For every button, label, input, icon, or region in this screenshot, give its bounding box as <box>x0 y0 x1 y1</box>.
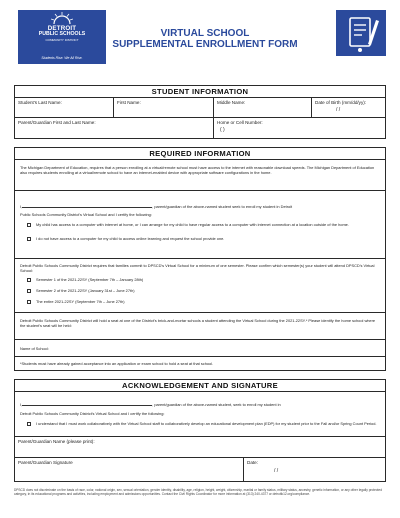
student-name-row <box>15 98 385 118</box>
date-of-birth-label: Date of Birth (mm/dd/yy): <box>315 100 367 105</box>
acknowledgement-heading: ACKNOWLEDGEMENT AND SIGNATURE <box>15 380 385 392</box>
required-information-section <box>14 147 386 371</box>
semester-option-1-checkbox[interactable] <box>27 278 31 282</box>
district-logo <box>18 10 106 64</box>
student-last-name-label: Student's Last Name: <box>18 100 62 105</box>
ack-certify-line-2: Detroit Public Schools Community District's Virtual School and I certify the following: <box>20 411 165 416</box>
signature-date-field[interactable] <box>243 458 385 481</box>
ack-certify-line <box>20 402 380 407</box>
device-access-block <box>15 191 385 259</box>
phone-area-code-parens: ( ) <box>220 127 225 133</box>
signature-field[interactable] <box>15 458 243 481</box>
phone-number-label: Home or Cell Number: <box>217 120 263 125</box>
internet-requirement-block <box>15 160 385 191</box>
seat-hold-text: Detroit Public Schools Community District will hold a seat at one of the District's brick-and-mortar schools a student attending the Virtual School during the 2021-22SY.* Please identify the home school where the student's seat will be held: <box>20 318 376 328</box>
seat-note-text: *Students must have already gained acceptance into an application or exam school to hold a seat at that school. <box>20 361 214 366</box>
ack-certify-prefix: I, <box>20 402 23 407</box>
first-name-label: First Name: <box>117 100 141 105</box>
seat-hold-block <box>15 313 385 340</box>
student-information-heading: STUDENT INFORMATION <box>15 86 385 98</box>
guardian-name-field[interactable] <box>15 118 213 138</box>
semester-option-2 <box>27 288 377 293</box>
student-information-section <box>14 85 386 139</box>
semester-option-1-label: Semester 1 of the 2021-22SY (September 7th – January 28th) <box>36 277 144 282</box>
ack-statement <box>27 421 377 426</box>
device-option-1 <box>27 222 377 227</box>
logo-tagline: Students Rise. We All Rise. <box>41 56 83 60</box>
ack-statement-label: I understand that I must work collaboratively with the Virtual School staff to collaboratively develop an educational development plan (EDP) for my student prior to the Fall and/or Spring Count Period. <box>36 421 377 426</box>
guardian-name-label: Parent/Guardian First and Last Name: <box>18 120 96 125</box>
ack-certify-suffix: , parent/guardian of the above-named student, seek to enroll my student in <box>152 402 281 407</box>
seat-note-block <box>15 357 385 370</box>
student-last-name-field[interactable] <box>15 98 113 117</box>
logo-text-public-schools: PUBLIC SCHOOLS <box>38 31 86 37</box>
middle-name-label: Middle Name: <box>217 100 246 105</box>
acknowledgement-certify-block <box>15 392 385 437</box>
non-discrimination-footer: DPSCD does not discriminate on the basis of race, color, national origin, sex, sexual orientation, gender identity, disability, age, religion, height, weight, citizenship, marital or family status, military status, ancestry, genetic information, or any other legally protected category, in its educational programs and activities, including employment and admissions opportunities. Contact the Civil Rights Coordinator for more information at (313) 240-4377 or detroitk12.org/compliance. <box>14 488 382 496</box>
school-name-field[interactable] <box>20 346 380 351</box>
sunrise-icon <box>51 12 73 24</box>
semester-intro-text: Detroit Public Schools Community District requires that families commit to DPSCD's Virtual School for a minimum of one semester. Please confirm which semester(s) your student will attend DPSCD's Virtual School: <box>20 263 375 273</box>
device-option-2-label: I do not have access to a computer for my child to access online learning and request the school provide one. <box>36 236 225 241</box>
semester-block <box>15 259 385 313</box>
parent-name-field[interactable] <box>15 437 385 457</box>
semester-option-1 <box>27 277 377 282</box>
school-name-block <box>15 340 385 357</box>
parent-name-row <box>15 437 385 458</box>
form-title-line-1: VIRTUAL SCHOOL <box>160 28 250 39</box>
internet-requirement-text: The Michigan Department of Education, requires that a person enrolling at a virtual/remote school must have access to the internet with reasonable download speeds. The Michigan Department of Education also requires students enrolling at a virtual/remote school to have an internet-enabled device with appropriate software configurations in the home. <box>20 165 375 175</box>
device-certify-line-2: Public Schools Community District's Virtual School and I certify the following: <box>20 212 152 217</box>
document-pen-icon <box>336 10 386 56</box>
logo-text-detroit: DETROIT <box>47 25 77 32</box>
first-name-field[interactable] <box>113 98 213 117</box>
form-title-line-2: SUPPLEMENTAL ENROLLMENT FORM <box>112 39 298 50</box>
signature-row <box>15 458 385 481</box>
signature-date-label: Date: <box>247 460 258 465</box>
device-certify-prefix: I, <box>20 204 23 209</box>
signature-date-slashes: / / <box>274 468 279 474</box>
date-of-birth-field[interactable] <box>311 98 385 117</box>
semester-option-3 <box>27 299 377 304</box>
acknowledgement-section <box>14 379 386 482</box>
required-information-heading: REQUIRED INFORMATION <box>15 148 385 160</box>
parent-name-label: Parent/Guardian Name (please print): <box>18 439 95 444</box>
guardian-row <box>15 118 385 138</box>
device-option-2 <box>27 236 377 241</box>
device-option-1-label: My child has access to a computer with internet at home, or I can arrange for my child to have regular access to a computer with internet connection at a location outside of the home. <box>36 222 349 227</box>
device-option-2-checkbox[interactable] <box>27 237 31 241</box>
semester-option-2-checkbox[interactable] <box>27 289 31 293</box>
ack-guardian-name-blank[interactable] <box>22 403 152 406</box>
semester-option-2-label: Semester 2 of the 2021-22SY (January 31st – June 27th) <box>36 288 135 293</box>
ack-statement-checkbox[interactable] <box>27 422 31 426</box>
form-title <box>110 28 300 50</box>
logo-text-community-district: COMMUNITY DISTRICT <box>45 38 79 42</box>
guardian-name-blank[interactable] <box>22 205 152 208</box>
date-of-birth-slashes: / / <box>336 107 341 113</box>
phone-number-field[interactable] <box>213 118 385 138</box>
device-certify-line <box>20 204 380 209</box>
school-name-label: Name of School: <box>20 346 49 351</box>
middle-name-field[interactable] <box>213 98 311 117</box>
semester-option-3-label: The entire 2021-22SY (September 7th – June 27th) <box>36 299 125 304</box>
signature-label: Parent/Guardian Signature <box>18 460 73 465</box>
device-option-1-checkbox[interactable] <box>27 223 31 227</box>
semester-option-3-checkbox[interactable] <box>27 300 31 304</box>
device-certify-suffix: , parent/guardian of the above-named student seek to enroll my student in Detroit <box>152 204 293 209</box>
